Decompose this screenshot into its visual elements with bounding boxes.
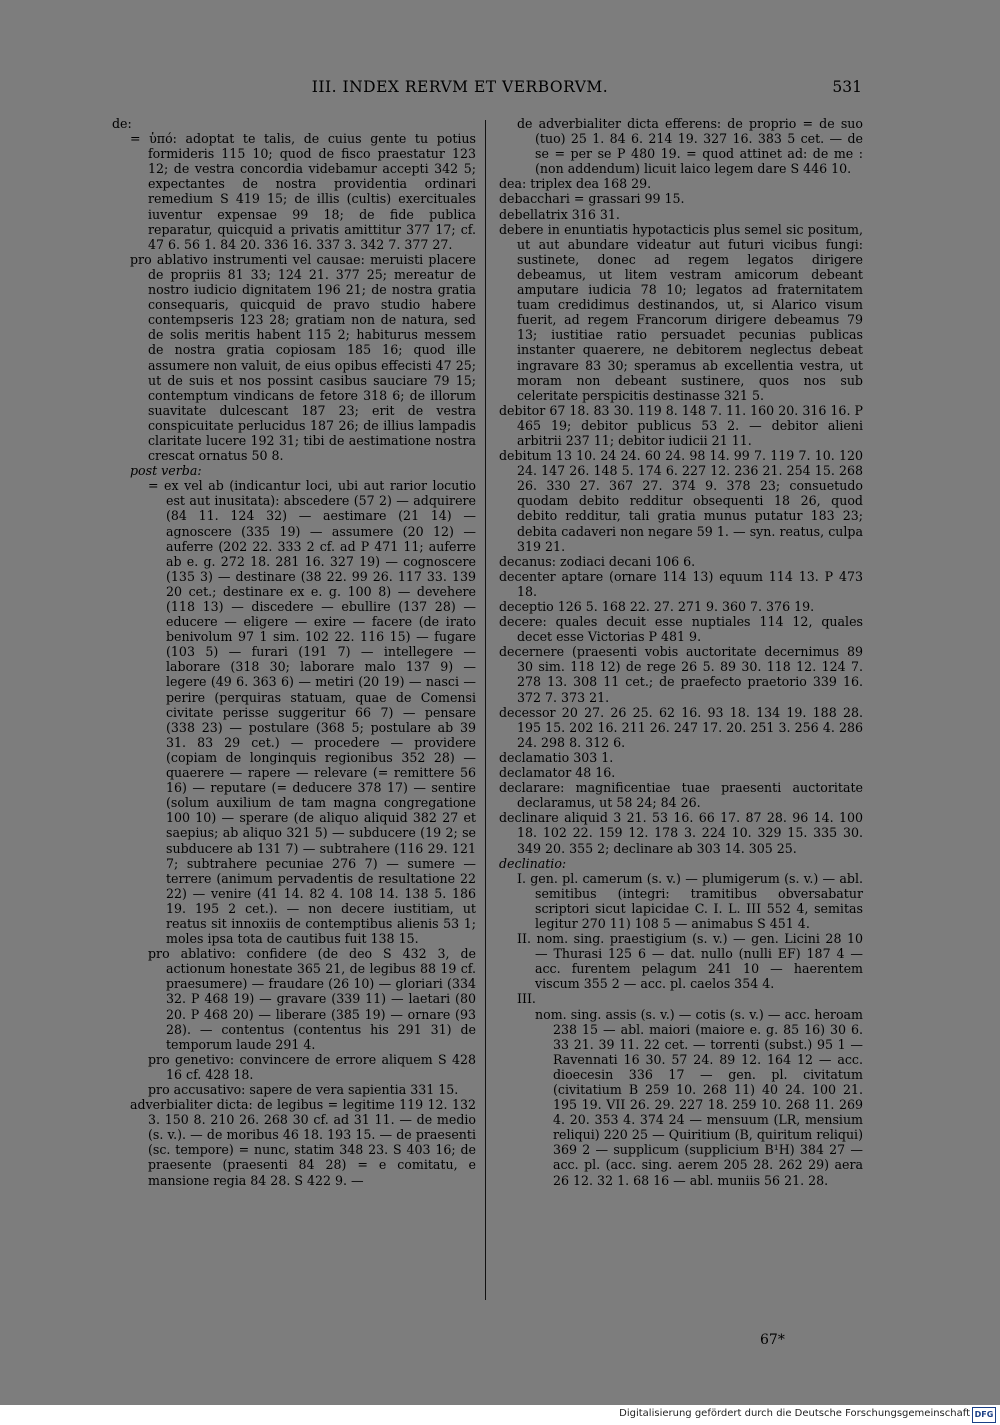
index-entry: declinatio: [499,855,567,871]
index-subentry: pro accusativo: sapere de vera sapientia 331 15. [148,1082,459,1097]
index-subentry: pro genetivo: convincere de errore aliquem S 428 16 cf. 428 18. [148,1051,476,1082]
index-entry: deceptio 126 5. 168 22. 27. 271 9. 360 7. 376 19. [499,599,815,614]
index-entry: decanus: zodiaci decani 106 6. [499,553,696,569]
sheet-signature: 67* [760,1332,785,1348]
index-subentry: III. [517,991,536,1007]
column-divider [485,120,486,1300]
index-entry: decenter aptare (ornare 114 13) equum 114 13. P 473 18. [499,568,863,599]
index-subentry: post verba: [130,463,202,479]
index-entry: declamatio 303 1. [499,749,614,765]
index-entry: decessor 20 27. 26 25. 62 16. 93 18. 134 19. 188 28. 195 15. 202 16. 211 26. 247 17. 20. 251 3. 256 4. 286 24. 298 8. 312 6. [499,704,863,750]
index-entry: debitum 13 10. 24 24. 60 24. 98 14. 99 7. 119 7. 10. 120 24. 147 26. 148 5. 174 6. 227 12. 236 21. 254 15. 268 26. 330 27. 367 27. 374 9. 378 23; consuetudo quodam debito redditur obsequenti 18 26, quod debito redditur, tali gratia munus putatur 183 23; debita cadaveri non negare 59 1. — syn. reatus, culpa 319 21. [499,448,863,554]
running-head: III. INDEX RERVM ET VERBORVM. [311,78,609,96]
footer-bar [0,1405,1000,1425]
index-subentry: adverbialiter dicta: de legibus = legitime 119 12. 132 3. 150 8. 210 26. 268 30 cf. ad 31 11. — de medio (s. v.). — de moribus 46 18. 193 15. — de praesenti (sc. tempore) = nunc, statim 348 23. S 403 16; de praesente (praesenti 84 28) = e comitatu, e mansione regia 84 28. S 422 9. — [130,1097,476,1188]
index-entry: de: [112,116,132,131]
index-subentry: nom. sing. assis (s. v.) — cotis (s. v.) — acc. heroam 238 15 — abl. maiori (maiore e. g. 85 16) 30 6. 33 21. 39 11. 22 cet. — torrenti (subst.) 95 1 — Ravennati 16 30. 57 24. 89 12. 164 12 — acc. dioecesin 336 17 — gen. pl. civitatum (civitatium B 259 10. 268 11) 40 24. 100 21. 195 19. VII 26. 29. 227 18. 259 10. 268 11. 269 4. 20. 353 4. 374 24 — mensuum (LR, mensium reliqui) 220 25 — Quiritium (B, quiritum reliqui) 369 2 — supplicum (supplicium B¹H) 384 27 — acc. pl. (acc. sing. aerem 205 28. 262 29) aera 26 12. 32 1. 68 16 — abl. muniis 56 21. 28. [535,1006,863,1188]
index-subentry: pro ablativo instrumenti vel causae: meruisti placere de propriis 81 33; 124 21. 377 25; mereatur de nostro iudicio dignitatem 196 21; de nostra gratia consequaris, quicquid de pravo studio habere contempseris 123 28; gratiam non de natura, sed de solis meritis habent 115 2; habiturus messem de nostra gratia copiosam 185 16; quod ille assumere non valuit, de eius opibus effecisti 47 25; ut de suis et nos possint casibus sauciare 79 15; contemptum vindicans de fetore 318 6; de illorum suavitate dulcescant 187 23; erit de vestra conspicuitate perlucidus 187 26; de illius lampadis claritate lucere 192 31; tibi de aestimatione nostra crescat ornatus 50 8. [130,251,476,464]
index-entry: declamator 48 16. [499,765,616,781]
index-entry: decernere (praesenti vobis auctoritate decernimus 89 30 sim. 118 12) de rege 26 5. 89 30. 118 12. 124 7. 278 13. 308 11 cet.; de praefecto praetorio 339 16. 372 7. 373 21. [499,644,863,705]
index-subentry: II. nom. sing. praestigium (s. v.) — gen. Licini 28 10 — Thurasi 125 6 — dat. nullo (nulli EF) 187 4 — acc. furentem pelagum 241 10 — haerentem viscum 355 2 — acc. pl. caelos 354 4. [517,931,863,992]
index-entry: decere: quales decuit esse nuptiales 114 12, quales decet esse Victorias P 481 9. [499,614,863,645]
index-entry: debere in enuntiatis hypotacticis plus semel sic positum, ut aut abundare videatur aut futuri vicibus fungi: sustinete, donec ad regem legatos dirigere debeamus, ut litem vestram amicorum debeant amputare iudicia 78 10; legatos ad fraternitatem tuam credidimus destinandos, ut, si Alarico visum fuerit, ad regem Francorum dirigere debeamus 79 13; iustitiae ratio persuadet pecunias publicas instanter quaerere, ne debitorem neglectus debeat ingravare 83 30; speramus ab excellentia vestra, ut moram non debeant sustinere, quos nos sub celeritate perspicitis destinasse 321 5. [499,221,863,403]
index-subentry: = ὑπό: adoptat te talis, de cuius gente tu potius formideris 115 10; quod de fisco praestatur 123 12; de vestra concordia videbamur accepti 342 5; expectantes de nostra providentia ordinari remedium S 419 15; de illis (cultis) exercituales iuventur expensae 99 18; de fide publica reparatur, quicquid a privatis amittitur 377 17; cf. 47 6. 56 1. 84 20. 336 16. 337 3. 342 7. 377 27. [130,131,476,252]
index-subentry: de adverbialiter dicta efferens: de proprio = de suo (tuo) 25 1. 84 6. 214 19. 327 16. 383 5 cet. — de se = per se P 480 19. = quod attinet ad: de me : (non addendum) licuit laico legem dare S 446 10. [517,116,863,177]
index-entry: dea: triplex dea 168 29. [499,176,652,192]
index-entry: debitor 67 18. 83 30. 119 8. 148 7. 11. 160 20. 316 16. P 465 19; debitor publicus 53 2. — debitor alieni arbitrii 237 11; debitor iudicii 21 11. [499,402,863,448]
index-entry: debellatrix 316 31. [499,206,620,222]
page-number: 531 [832,78,862,96]
index-subentry: = ex vel ab (indicantur loci, ubi aut rarior locutio est aut inusitata): abscedere (57 2) — adquirere (84 11. 124 32) — aestimare (21 14) — agnoscere (335 19) — assumere (20 12) — auferre (202 22. 333 2 cf. ad P 471 11; auferre ab e. g. 272 18. 281 16. 327 19) — cognoscere (135 3) — destinare (38 22. 99 26. 117 33. 139 20 cet.; destinare ex e. g. 100 8) — devehere (118 13) — discedere — ebullire (137 28) — educere — eligere — exire — facere (de irato benivolum 97 1 sim. 102 22. 116 15) — fugare (103 5) — furari (191 7) — intellegere — laborare (318 30; laborare malo 137 9) — legere (49 6. 363 6) — metiri (20 19) — nasci — perire (perquiras statuam, quae de Comensi civitate perisse suggeritur 66 7) — pensare (338 23) — postulare (368 5; postulare ab 39 31. 83 29 cet.) — procedere — providere (copiam de longinquis regionibus 352 28) — quaerere — rapere — relevare (= remittere 56 16) — reputare (= deducere 378 17) — sentire (solum auxilium de tam magna congregatione 100 10) — sperare (de aliquo aliquid 382 27 et saepius; ab aliquo 321 5) — subducere (19 2; se subducere ab 131 7) — subtrahere (116 29. 121 7; subtrahere pecuniae 276 7) — sumere — terrere (animum pervadentis de resultatione 22 22) — venire (41 14. 82 4. 108 14. 138 5. 186 19. 195 2 cet.). — non decere iustitiam, ut reatus sit innoxiis de contemptibus alienis 53 1; moles ipsa tota de cautibus fuit 138 15. [148,478,476,947]
index-subentry: pro ablativo: confidere (de deo S 432 3, de actionum honestate 365 21, de legibus 88 19 cf. praesumere) — fraudare (26 10) — gloriari (334 32. P 468 19) — gravare (339 11) — laetari (80 20. P 468 20) — liberare (385 19) — ornare (93 28). — contentus (contentus his 291 31) de temporum laude 291 4. [148,946,476,1052]
index-subentry: I. gen. pl. camerum (s. v.) — plumigerum (s. v.) — abl. semitibus (integri: tramitibus obversabatur scriptori sicut lapicidae C. I. L. III 552 4, semitas legitur 270 11) 108 5 — animabus S 451 4. [517,870,863,931]
right-column [499,116,863,1188]
index-entry: debacchari = grassari 99 15. [499,191,685,207]
index-entry: declinare aliquid 3 21. 53 16. 66 17. 87 28. 96 14. 100 18. 102 22. 159 12. 178 3. 224 10. 329 15. 335 30. 349 20. 355 2; declinare ab 303 14. 305 25. [499,810,863,856]
funding-credit: Digitalisierung gefördert durch die Deutsche Forschungsgemeinschaft [619,1408,970,1419]
left-column [112,116,476,1188]
dfg-logo-icon: DFG [972,1407,996,1423]
index-entry: declarare: magnificentiae tuae praesenti auctoritate declaramus, ut 58 24; 84 26. [499,780,863,811]
